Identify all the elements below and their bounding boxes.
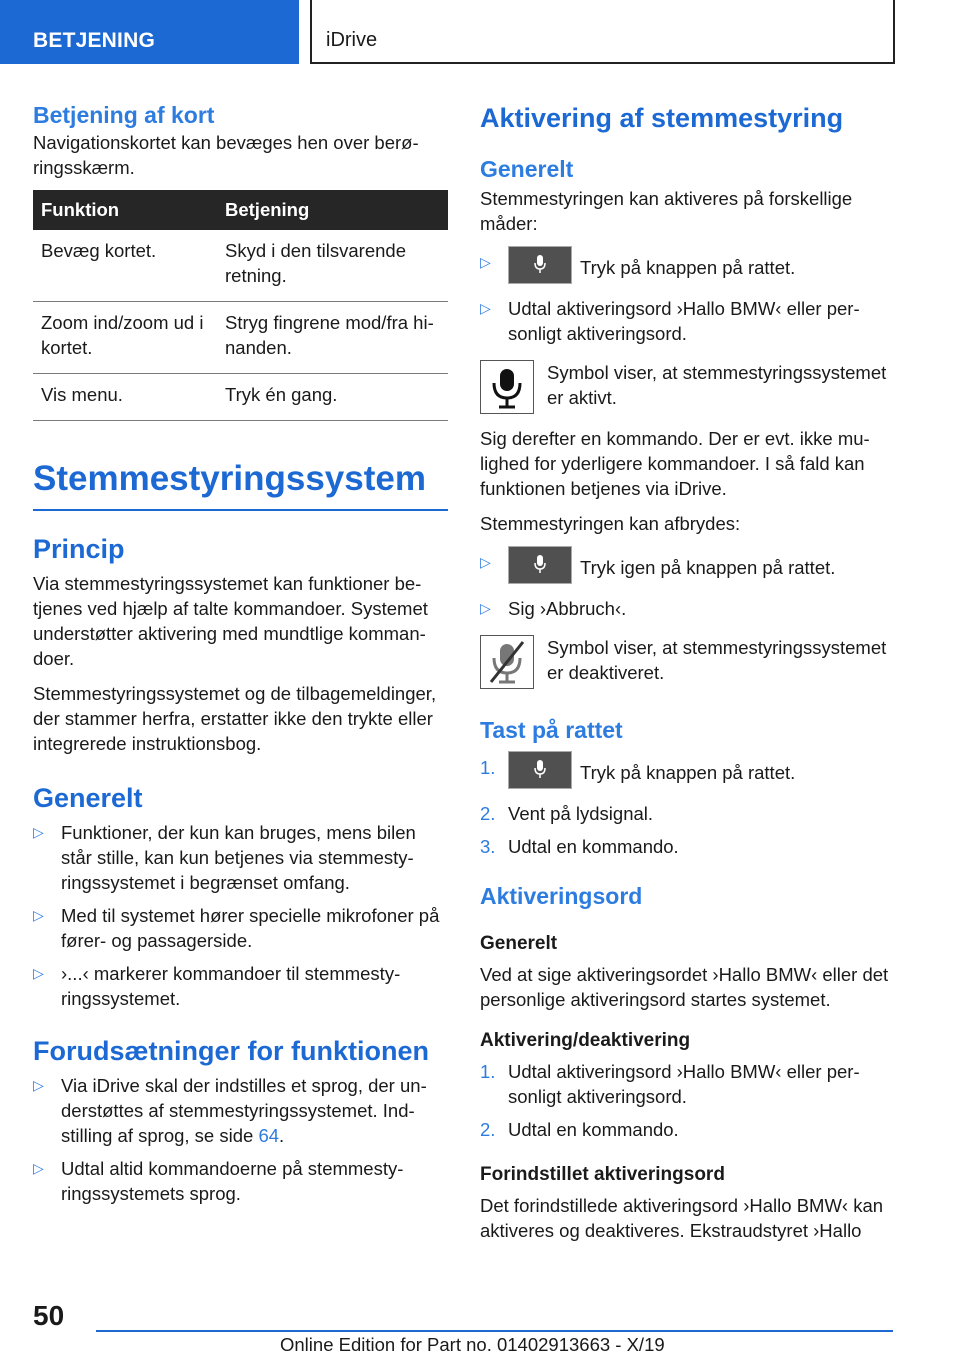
list-item: 2. Udtal en kommando. [480,1119,679,1140]
footer-edition: Online Edition for Part no. 01402913663 - X/19 [280,1334,665,1355]
table-cell: Tryk én gang. [217,374,448,421]
table-cell: Stryg fingrene mod/fra hinanden. [217,302,448,374]
symbol-inactive-text: Symbol viser, at stemmestyringssystemet er deaktiveret. [547,637,887,683]
general-heading: Generelt [33,783,143,813]
list-item: ▷ Udtal altid kommandoerne på stemmestyringssystemets sprog. [33,1158,404,1204]
table-row [33,230,448,302]
microphone-icon [534,555,546,573]
table-row [33,374,448,421]
header-chapter [310,0,895,64]
principle-paragraph: Stemmestyringssystemet og de tilbagemeldinger, der stammer herfra, erstatter ikke den trykte eller integrerede instruktionsbog. [33,683,437,754]
principle-paragraph: Via stemmestyringssystemet kan funktioner betjenes ved hjælp af talte kommandoer. Systemet understøtter aktivering med mundtlige kommandoer. [33,573,428,669]
triangle-right-icon: ▷ [480,300,491,316]
steering-button-image [508,751,572,789]
list-item: ▷ Sig ›Abbruch‹. [480,598,627,619]
list-item: 1. Tryk på knappen på rattet. [480,755,895,793]
left-column [33,100,448,1214]
general-intro: Stemmestyringen kan aktiveres på forskellige måder: [480,188,853,234]
microphone-icon [534,255,546,273]
wake-general-heading: Generelt [480,933,558,954]
map-operation-table [33,190,448,421]
list-item: ▷ Tryk igen på knappen på rattet. [480,550,895,588]
cancel-intro: Stemmestyringen kan afbrydes: [480,513,741,534]
symbol-active-row [480,360,895,416]
footer-divider [96,1330,893,1332]
table-header: Funktion [33,190,217,230]
list-item: ▷ ›...‹ markerer kommandoer til stemmestyringssystemet. [33,963,401,1009]
steering-button-image [508,546,572,584]
activation-heading: Aktivering af stemmestyring [480,103,844,133]
triangle-right-icon: ▷ [33,1077,44,1093]
right-column [480,100,895,1253]
wheel-heading: Tast på rattet [480,717,623,743]
triangle-right-icon: ▷ [480,554,491,570]
page-link[interactable]: 64 [258,1125,280,1146]
triangle-right-icon: ▷ [480,600,491,616]
triangle-right-icon: ▷ [480,254,491,270]
preset-heading: Forindstillet aktiveringsord [480,1164,725,1185]
table-cell: Bevæg kortet. [33,230,217,302]
say-command-paragraph: Sig derefter en kommando. Der er evt. ikke mulighed for yderligere kommandoer. I så fald kan funktionen betjenes via iDrive. [480,428,870,499]
triangle-right-icon: ▷ [33,1160,44,1176]
act-deact-heading: Aktivering/deaktivering [480,1030,691,1051]
list-item: ▷ Tryk på knappen på rattet. [480,250,895,288]
header-section [0,0,299,64]
wake-general-text: Ved at sige aktiveringsordet ›Hallo BMW‹ eller det personlige aktiveringsord startes systemet. [480,964,889,1010]
list-item: 3. Udtal en kommando. [480,836,679,857]
table-row [33,302,448,374]
list-item: ▷ Via iDrive skal der indstilles et sprog, der understøttes af stemmestyringssystemet. Indstilling af sprog, se side 64. [33,1075,427,1146]
prereq-heading: Forudsætninger for funktionen [33,1036,429,1066]
table-cell: Vis menu. [33,374,217,421]
list-item: 1. Udtal aktiveringsord ›Hallo BMW‹ eller personligt aktiveringsord. [480,1061,860,1107]
triangle-right-icon: ▷ [33,824,44,840]
table-cell: Zoom ind/zoom ud i kortet. [33,302,217,374]
microphone-icon [534,760,546,778]
map-intro: Navigationskortet kan bevæges hen over berøringsskærm. [33,132,419,178]
triangle-right-icon: ▷ [33,965,44,981]
page-number: 50 [33,1300,65,1331]
steering-button-image [508,246,572,284]
symbol-inactive-row [480,635,895,691]
symbol-active-text: Symbol viser, at stemmestyringssystemet er aktivt. [547,362,887,408]
list-item: ▷ Med til systemet hører specielle mikrofoner på fører- og passagerside. [33,905,440,951]
main-title: Stemmestyringssystem [33,457,448,511]
principle-heading: Princip [33,534,125,564]
map-heading: Betjening af kort [33,102,215,128]
general-subheading: Generelt [480,156,574,182]
section-title: BETJENING [33,29,155,52]
list-item: 2. Vent på lydsignal. [480,803,654,824]
table-header: Betjening [217,190,448,230]
table-cell: Skyd i den tilsvarende retning. [217,230,448,302]
list-item: ▷ Funktioner, der kun kan bruges, mens bilen står stille, kan kun betjenes via stemmestyringssystemet i begrænset omfang. [33,822,416,893]
microphone-off-icon [480,635,534,689]
triangle-right-icon: ▷ [33,907,44,923]
microphone-icon [480,360,534,414]
preset-text: Det forindstillede aktiveringsord ›Hallo BMW‹ kan aktiveres og deaktiveres. Ekstraudstyret ›Hallo [480,1195,884,1241]
chapter-title: iDrive [326,29,378,51]
list-item: ▷ Udtal aktiveringsord ›Hallo BMW‹ eller personligt aktiveringsord. [480,298,860,344]
wake-heading: Aktiveringsord [480,883,643,909]
